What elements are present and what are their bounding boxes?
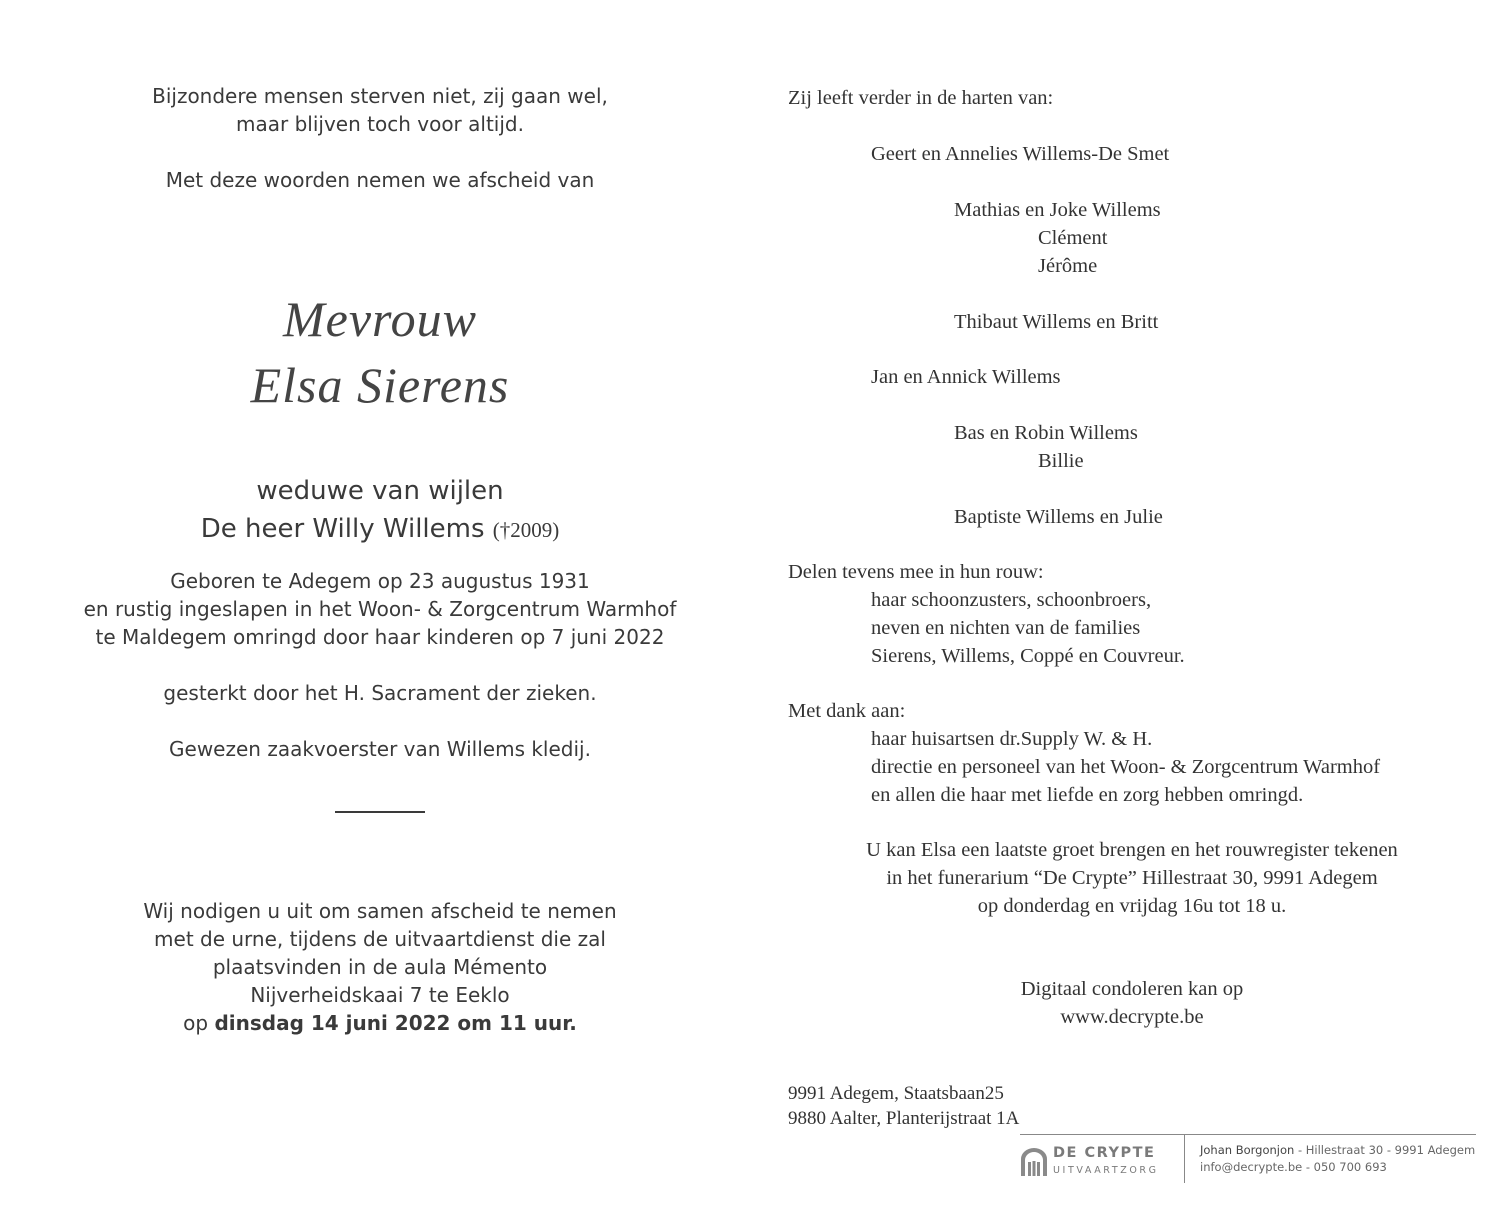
occupation-line: Gewezen zaakvoerster van Willems kledij. <box>169 737 591 761</box>
share-line-3: Sierens, Willems, Coppé en Couvreur. <box>871 645 1185 667</box>
family-heading: Zij leeft verder in de harten van: <box>788 87 1054 109</box>
quote-line-2: maar blijven toch voor altijd. <box>236 112 524 136</box>
family-baptiste: Baptiste Willems en Julie <box>954 506 1163 528</box>
contact-line-2: info@decrypte.be - 050 700 693 <box>1200 1160 1387 1174</box>
visit-block <box>788 836 1476 920</box>
widow-line-1: weduwe van wijlen <box>256 476 504 506</box>
family-billie: Billie <box>1038 450 1084 472</box>
thanks-heading: Met dank aan: <box>788 700 906 722</box>
condole-block <box>788 975 1476 1031</box>
condole-line-1: Digitaal condoleren kan op <box>1020 978 1244 1000</box>
invite-line-1: Wij nodigen u uit om samen afscheid te nemen <box>143 899 617 923</box>
thanks-line-3: en allen die haar met liefde en zorg hebben omringd. <box>871 784 1304 806</box>
birth-line-1: Geboren te Adegem op 23 augustus 1931 <box>170 569 590 593</box>
footer-separator <box>1184 1135 1185 1183</box>
visit-line-3: op donderdag en vrijdag 16u tot 18 u. <box>977 895 1287 917</box>
brand-name: DE CRYPTE <box>1053 1145 1156 1161</box>
invite-line-2: met de urne, tijdens de uitvaartdienst die zal <box>154 927 606 951</box>
family-jerome: Jérôme <box>1038 255 1098 277</box>
funeral-date-bold: dinsdag 14 juni 2022 om 11 uur. <box>214 1011 577 1035</box>
funeral-date: op dinsdag 14 juni 2022 om 11 uur. <box>183 1011 577 1035</box>
family-geert: Geert en Annelies Willems-De Smet <box>871 143 1170 165</box>
birth-line-3: te Maldegem omringd door haar kinderen op 7 juni 2022 <box>95 625 665 649</box>
family-mathias: Mathias en Joke Willems <box>954 199 1161 221</box>
share-heading: Delen tevens mee in hun rouw: <box>788 561 1044 583</box>
thanks-line-2: directie en personeel van het Woon- & Zorgcentrum Warmhof <box>871 756 1381 778</box>
contact-line-1 <box>1200 1142 1475 1159</box>
family-thibaut: Thibaut Willems en Britt <box>954 311 1159 333</box>
brand-logo <box>1020 1145 1180 1181</box>
visit-line-1: U kan Elsa een laatste groet brengen en het rouwregister tekenen <box>866 839 1398 861</box>
spouse-name: De heer Willy Willems <box>200 514 485 544</box>
invite-line-4: Nijverheidskaai 7 te Eeklo <box>250 983 510 1007</box>
thanks-line-1: haar huisartsen dr.Supply W. & H. <box>871 728 1153 750</box>
crypt-arch-icon <box>1020 1147 1048 1177</box>
brand-subtitle: UITVAARTZORG <box>1053 1165 1159 1176</box>
contact-name: Johan Borgonjon <box>1200 1143 1295 1157</box>
footer-contact <box>1200 1142 1475 1176</box>
sacrament-line: gesterkt door het H. Sacrament der zieken. <box>163 681 597 705</box>
footer <box>1020 1134 1476 1183</box>
birth-line-2: en rustig ingeslapen in het Woon- & Zorgcentrum Warmhof <box>83 597 677 621</box>
family-jan: Jan en Annick Willems <box>871 366 1061 388</box>
deceased-name: Elsa Sierens <box>250 357 510 413</box>
deceased-title: Mevrouw <box>283 291 477 347</box>
quote-line-1: Bijzondere mensen sterven niet, zij gaan wel, <box>152 84 608 108</box>
invite-line-3: plaatsvinden in de aula Mémento <box>212 955 548 979</box>
contact-address: - Hillestraat 30 - 9991 Adegem <box>1294 1143 1476 1157</box>
condole-website: www.decrypte.be <box>1060 1006 1204 1028</box>
widow-line-2 <box>80 510 680 549</box>
visit-line-2: in het funerarium “De Crypte” Hillestraat 30, 9991 Adegem <box>886 867 1378 889</box>
share-line-2: neven en nichten van de families <box>871 617 1141 639</box>
left-column <box>80 82 680 1037</box>
share-line-1: haar schoonzusters, schoonbroers, <box>871 589 1152 611</box>
spouse-death: (†2009) <box>492 518 560 542</box>
address-aalter: 9880 Aalter, Planterijstraat 1A <box>788 1108 1020 1129</box>
intro-line: Met deze woorden nemen we afscheid van <box>165 168 595 192</box>
address-adegem: 9991 Adegem, Staatsbaan25 <box>788 1083 1004 1104</box>
family-clement: Clément <box>1038 227 1108 249</box>
address-block <box>788 1081 1019 1131</box>
family-bas: Bas en Robin Willems <box>954 422 1138 444</box>
